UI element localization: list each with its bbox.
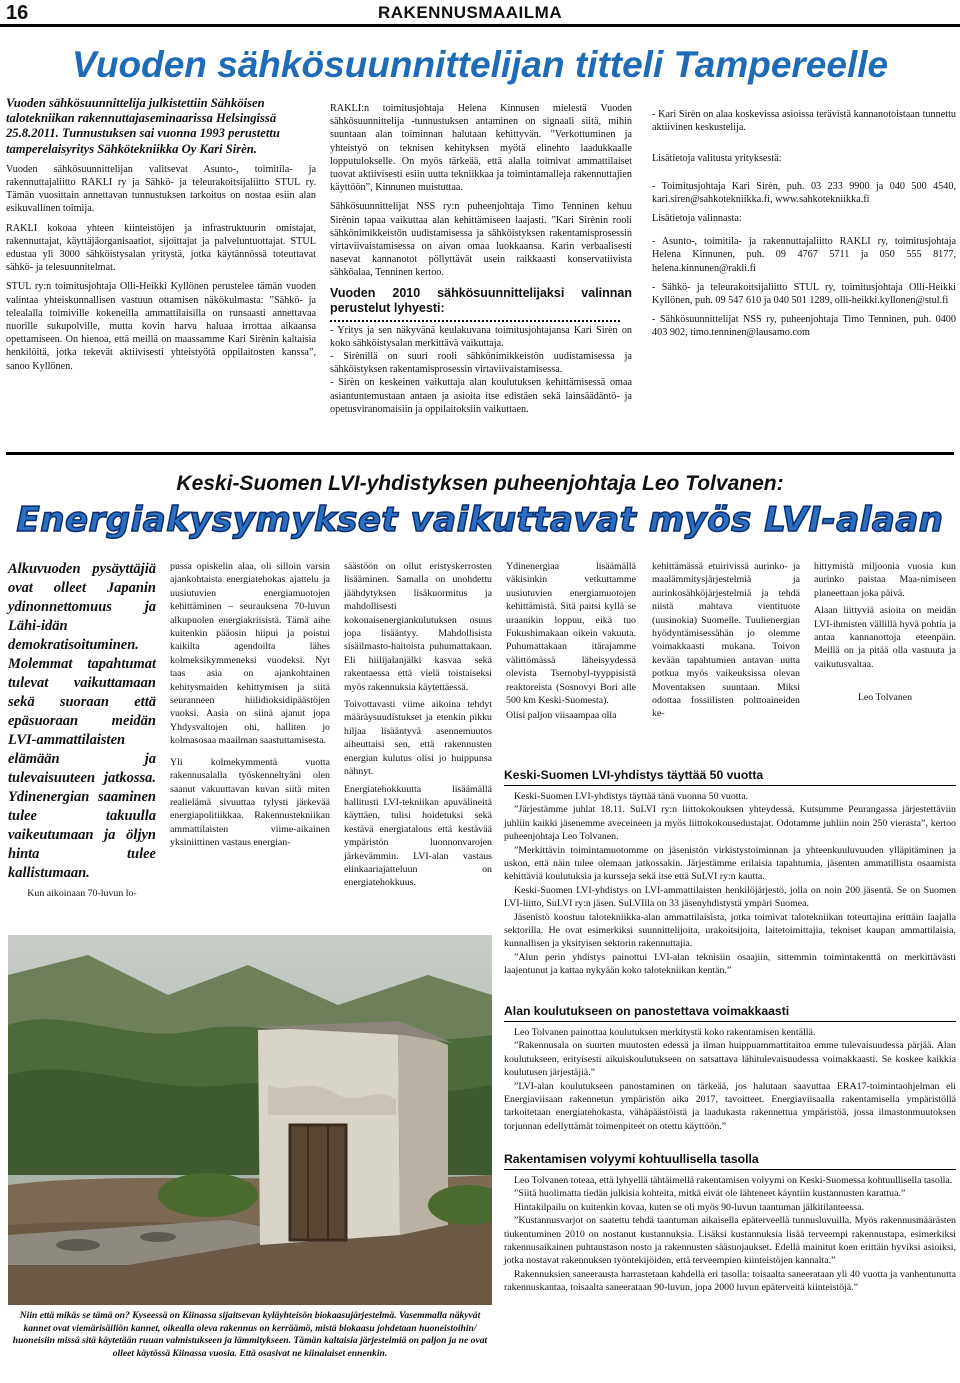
header-rule	[0, 24, 960, 27]
bullet-item: - Sirèn on keskeinen vaikuttaja alan koulutuksen kehittämisessä omaa asiantuntemustaan antaen ja asioita itse edistäen sekä lainsäädäntö- ja opetusviranomaisiin ja oppilaitoksiin vaikuttaen.	[330, 377, 632, 415]
bullet-item: - Kari Sirèn on alaa koskevissa asioissa terävistä kannanotoistaan tunnettu aktiivinen keskustelija.	[652, 109, 956, 134]
paragraph: Ydinenergiaa lisäämällä väkisinkin vetkuttamme uusiutuvien energiamuotojen kehittämistä. Sitä paitsi kyllä se uraanikin loppuu, eikä tuo Fukushimakaan oikein vakuuta. Puhumattakaan itärajamme välittömässä läheisyydessä olevista Tsernobyl-tyyppisistä reaktoreista (Sosnovyi Bori alle 500 km Keski-Suomesta).	[506, 561, 636, 707]
paragraph: Toivottavasti viime aikoina tehdyt määräysuudistukset ja etenkin pikku hiljaa lisääntyvä asennemuutos aiheuttaisi sen, että rakennusten energian kulutus olisi jo huippunsa nähnyt.	[344, 699, 492, 778]
article1-column-1	[6, 96, 316, 379]
info-company: - Toimitusjohtaja Kari Sirèn, puh. 03 233 9900 ja 040 500 4540, kari.siren@sahkotekniikka.fi, www.sahkotekniikka.fi	[652, 180, 956, 205]
article2-column-b	[344, 560, 492, 890]
paragraph: ”Siitä huolimatta tiedän julkisia kohteita, mitkä eivät ole lähteneet käyntiin kustannusten karattua.”	[514, 1188, 906, 1200]
paragraph: ”Alun perin yhdistys painottui LVI-alan teknisiin osaajiin, sittemmin toimintakenttä on merkittävästi laajentunut ja kattaa nykyään koko talotekniikan kentän.”	[504, 951, 956, 977]
magazine-name: RAKENNUSMAAILMA	[378, 3, 563, 22]
factbox-title: Keski-Suomen LVI-yhdistys täyttää 50 vuotta	[504, 768, 956, 786]
paragraph: ”Kustannusvarjot on saatettu tehdä taantuman aikaisella epäterveellä tunnusluvuilla. Myös rakennusmäärästen tiukentuminen 2010 on nostanut kustannuksia. Lisäksi kustannuksia lisää terveempi rakennustapa, esimerkiksi rakennusaikainen puhtaustason nosto ja rakennusten sääsuojaukset. Edellä mainitut koen erittäin hyviksi asioiksi, jotka nostavat rakennuksen työntekijöiden, että terveempien kiinteistöjen kannalta.”	[504, 1215, 956, 1267]
paragraph: RAKLI:n toimitusjohtaja Helena Kinnusen mielestä Vuoden sähkösuunnittelija -tunnustuksen antaminen on signaali siitä, mihin suuntaan alan toiminnan halutaan kehittyvän. ”Verkottuminen ja yhteistyö on teknisen kehityksen myötä elinehto laadukkaalle lopputulokselle. On myös tärkeää, että alalla toimivat ammattilaiset tuovat aktiivisesti esiin uutta tekniikkaa ja toimintamalleja rakennuttajien käyttöön”, Kinnunen muistuttaa.	[330, 103, 632, 194]
paragraph: Jäsenistö koostuu talotekniikka-alan ammattilaisista, jotka toimivat talotekniikan toteuttajina erittäin laajalla sektorilla. He ovat esimerkiksi suunnittelijoita, urakoitsijoita, laitetoimittajia, tekniset kaupan ammattilaisia, kunnallisen ja yksityisen sektorin rakennuttajia.	[504, 911, 956, 950]
factbox-title: Alan koulutukseen on panostettava voimakkaasti	[504, 1004, 956, 1022]
paragraph: Leo Tolvanen painottaa koulutuksen merkitystä koko rakentamisen kentällä.	[514, 1027, 816, 1038]
article1-lead: Vuoden sähkösuunnittelija julkistettiin Sähköisen talotekniikan rakennuttajaseminaarissa Helsingissä 25.8.2011. Tunnustuksen sai vuonna 1993 perustettu tamperelaisyritys Sähkötekniikka Oy Kari Sirèn.	[6, 96, 280, 156]
page-number: 16	[6, 2, 29, 24]
signature: Leo Tolvanen	[857, 692, 913, 704]
bullet-item: - Sirènillä on suuri rooli sähkönimikkeistön uudistamisessa ja sähköistyksen rakentamisprosessin virtaviivaistamisessa.	[330, 351, 632, 376]
paragraph: Sähkösuunnittelijat NSS ry:n puheenjohtaja Timo Tenninen kehuu Sirènin tapaa vaikuttaa alan kehittämiseen laajasti. ”Kari Sirènin rooli sähkönimikkeistön uudistamisessa ja sähköistyksen rakentamisprosessin virtaviivaistamisessa on aivan omaa luokkaansa. Karin verbaalisesti nasevat kannanotot pöllyttävät usein raikkaasti konservatiivista sähköalaa, Tenninen kertoo.	[330, 201, 632, 279]
article1-column-2	[330, 102, 632, 416]
article2-column-c	[506, 560, 636, 723]
paragraph: Keski-Suomen LVI-yhdistys täyttää tänä vuonna 50 vuotta.	[514, 791, 749, 802]
info-selection-label: Lisätietoja valinnasta:	[652, 213, 742, 225]
article2-lead: Alkuvuoden pysäyttäjiä ovat olleet Japanin ydinonnettomuus ja Lähi-idän demokratisoituminen. Molemmat tapahtumat tulevat vaikuttamaan sekä suoraan että epäsuoraan meidän LVI-ammattilaisten elämään ja tulevaisuuteen jatkossa. Ydinenergian saaminen tulee takuulla vaikeutumaan ja öljyn hinta tulee kallistumaan.	[8, 561, 156, 881]
info-selection-item: - Sähkö- ja teleurakoitsijaliitto STUL ry, toimitusjohtaja Olli-Heikki Kyllönen, puh. 09 547 610 ja 040 501 1289, olli-heikki.kyllonen@stul.fi	[652, 281, 956, 307]
info-selection-item: - Sähkösuunnittelijat NSS ry, puheenjohtaja Timo Tenninen, puh. 0400 403 902, timo.tenninen@lausamo.com	[652, 314, 956, 339]
photo-biogas-building	[8, 935, 492, 1305]
paragraph: Vuoden sähkösuunnittelijan valitsevat Asunto-, toimitila- ja rakennuttajaliitto RAKLI ry ja Sähkö- ja teleurakoitsijaliitto STUL ry. Tämän vuosittain annettavan tunnustuksen tarkoitus on nostaa esiin alan esikuvallinen toimija.	[6, 163, 316, 215]
article2-column-a	[170, 560, 330, 850]
paragraph: ”Järjestämme juhlat 18.11. SuLVI ry:n liittokokouksen yhteydessä. Kutsumme Peurangassa järjestettäviin juhliin kaikki jäsenemme aveceineen ja myös liittokokousedustajat. Odotamme juhliin noin 250 vierasta”, kertoo puheenjohtaja Leo Tolvanen.	[504, 804, 956, 843]
factbox-anniversary	[504, 768, 956, 978]
photo-caption: Niin että mikäs se tämä on? Kyseessä on Kiinassa sijaitsevan kyläyhteisön biokaasujärjestelmä. Vasemmalla näkyvät kannet ovat viemärisäiliön kannet, oikealla oleva rakennus on kerräämö, mistä biokaasu johdetaan huoneistoihin/ huoneisiin missä sitä käytetään ruuan valmistukseen ja lämmitykseen. Tämän kaltaisia järjestelmiä on paljon ja ne ovat olleet käytössä Kiinassa vuosia. Että osasivat ne kiinalaiset ennenkin.	[12, 1310, 488, 1359]
dotted-divider	[330, 320, 620, 322]
paragraph: pussa opiskelin alaa, oli silloin varsin ajankohtaista energiatehokas ajattelu ja uusiutuvien energiamuotojen kehittäminen – seurauksena 70-luvun alkupuolen energiakriisistä. Tämä aihe kuitenkin pääosin hiipui ja poistui kaikilta agendoilta lähes kolmeksikymmeneksi vuodeksi. Nyt taas asia on ajankohtainen kehitysmaiden kehittymisen ja siitä seuranneen hiilidioksidipäästöjen vuoksi. Aasia on siinä ajanut jopa Yhdysvaltojen ohi, halliten jo kolmasosaa maailman saastuttamisesta.	[170, 561, 330, 747]
paragraph: STUL ry:n toimitusjohtaja Olli-Heikki Kyllönen perustelee tämän vuoden valintaa yhteiskunnallisen vastuun ottamisen näkökulmasta: ”Sähkö- ja telealalla toimiville kokeneilla ammattilaisilla on runsaasti annettavaa nuorille sukupolville, mutta kovin harva haluaa irrottaa aikaansa opettamiseen. On hienoa, että meillä on maassamme Kari Sirènin kaltaisia henkilöitä, jotka tekevät aktiivisesti yhteistyötä oppilaitosten kanssa”, sanoo Kyllönen.	[6, 281, 316, 372]
factbox-body	[504, 1174, 956, 1295]
photo-illustration	[8, 935, 492, 1305]
article2-kicker: Keski-Suomen LVI-yhdistyksen puheenjohtaja Leo Tolvanen:	[176, 472, 784, 495]
factbox-body	[504, 1026, 956, 1133]
article2-column-d	[652, 560, 800, 721]
article1-subhead: Vuoden 2010 sähkösuunnittelijaksi valinnan perustelut lyhyesti:	[330, 285, 632, 315]
paragraph: kehittämässä etuirivissä aurinko- ja maalämmitysjärjestelmiä ja aurinkosähköjärjestelmiä ja tehdä niistä mahtava vientituote (uusinokia) Suomelle. Tuulienergian hyödyntämisessähän jo olemme voimakkaasti mukana. Toivon kevään tapahtumien antavan uutta potkua myös vaikeuksissa olevan Moventaksen suuntaan. Miksi odottaa fossiilisten polttoaineiden ke-	[652, 561, 800, 720]
article1-headline: Vuoden sähkösuunnittelijan titteli Tampereelle	[71, 44, 889, 85]
factbox-body	[504, 790, 956, 978]
paragraph: säästöön on ollut eristyskerrosten lisääminen. Samalla on unohdettu jäähdytyksen lisäkuormitus ja mahdollisesti kokonaisenergiankulutuksen osuus jopa lisääntyy. Mahdollisista sisäilmasto-haitoista puhumattakaan. Eli hiilijalanjälki kasvaa sekä rakentaessa että vielä toistaiseksi myös rakennuksia käytettäessä.	[344, 561, 492, 693]
article2-column-e	[814, 560, 956, 705]
factbox-education	[504, 1004, 956, 1133]
paragraph: ”Rakennusala on suurten muutosten edessä ja ilman huippuammattitaitoa emme tulevaisuudessa pärjää. Alan koulutukseen, erityisesti aikuiskoulutukseen on satsattava lähitulevaisuudessa voimakkaasti. Se koskee kaikkia koulutusen järjestäjiä.”	[504, 1040, 956, 1079]
paragraph: Alaan liittyviä asioita on meidän LVI-ihmisten vällillä hyvä pohtia ja antaa kannanottoja eteenpäin. Meillä on ja pitää olla vastuuta ja vaikutusvaltaa.	[814, 605, 956, 670]
article2-headline: Energiakysymykset vaikuttavat myös LVI-alaan	[16, 500, 944, 540]
bullet-item: - Yritys ja sen näkyvänä keulakuvana toimitusjohtajansa Kari Sirèn on koko sähköistysalan merkittävä vaikuttaja.	[330, 324, 632, 349]
factbox-title: Rakentamisen volyymi kohtuullisella tasolla	[504, 1152, 956, 1170]
factbox-volume	[504, 1152, 956, 1295]
section-divider	[6, 452, 954, 455]
article1-column-3	[652, 108, 956, 346]
info-selection-item: - Asunto-, toimitila- ja rakennuttajaliitto RAKLI ry, toimitusjohtaja Helena Kinnunen, puh. 09 4767 5711 ja 050 555 8177, helena.kinnunen@rakli.fi	[652, 236, 956, 274]
paragraph: ”Merkittävin toimintamuotomme on jäsenistön virkistystoiminnan ja yhteenkuuluvuuden ylläpitäminen ja uskon, että näin tulee olemaan jatkossakin. Järjestämme erilaisia tapahtumia, jäsenten ammatillista osaamista kehittäviä koulutuksia ja kursseja sekä itse että SuLVI ry:n kautta.	[504, 844, 956, 883]
paragraph: Kun aikoinaan 70-luvun lo-	[27, 888, 137, 899]
paragraph: Yli kolmekymmentä vuotta rakennusalalla työskenneltyäni olen saanut vakuuttavan kuvan siitä miten realielämä sivuuttaa tylysti järkevää energiapolitiikkaa. Rakennustekniikan ammattilaisten viime-aikainen yksiniittinen vastaus energian-	[170, 756, 330, 849]
paragraph: Keski-Suomen LVI-yhdistys on LVI-ammattilaisten henkilöjärjestö, jolla on noin 200 jäsentä. Se on Suomen LVI-liitto, SuLVI ry:n jäsen. SuLVIlla on 33 jäsenyhdistystä ympäri Suomea.	[504, 884, 956, 910]
paragraph: Energiatehokkuutta lisäämällä hallitusti LVI-tekniikan apuvälineitä käyttäen, tulisi hoidetuksi sekä kestävä energiatalous että kestävää ympäristön luonnonvarojen järkevämmin. LVI-alan vastaus elinkaariajatteluun on energiatehokkuus.	[344, 783, 492, 889]
paragraph: Leo Tolvanen toteaa, että lyhyellä tähtäimellä rakentamisen volyymi on Keski-Suomessa kohtuullisella tasolla.	[514, 1175, 953, 1186]
paragraph: Hintakilpailu on kuitenkin kovaa, kuten se oli myös 90-luvun taantuman jälkitilanteessa.	[514, 1201, 864, 1213]
paragraph: Olisi paljon viisaampaa olla	[506, 710, 617, 722]
paragraph: RAKLI kokoaa yhteen kiinteistöjen ja infrastruktuurin omistajat, rakennuttajat, käyttäjäorganisaatiot, sijoittajat ja palveluntuottajat. STUL edustaa yli 3000 sähköistysalan yritystä, jotka käytännössä toteuttavat sähkö- ja telesuunnitelmat.	[6, 222, 316, 274]
paragraph: Rakennuksien saneerausta harrastetaan kahdella eri tasolla: toisaalta saneerataan yli 40 vuotta ja vanhentunutta rakennuskantaa, toisaalta saneerataan 90-luvun, jopa 2000 luvun epäterveitä kiinteistöjä.”	[504, 1268, 956, 1294]
paragraph: ”LVI-alan koulutukseen panostaminen on tärkeää, jos halutaan saavuttaa ERA17-toimintaohjelman eli Energiaviisaan rakennetun ympäristön aika 2017, tavoitteet. Energiaviisaalla rakentamisella ympäristöllä tarkoitetaan energiatehokasta, vähäpäästöistä ja laadukasta rakennettua ympäristöä, jossa ilmastonmuutoksen torjunnan edellyttämät toimenpiteet on otettu käyttöön.”	[504, 1080, 956, 1132]
info-company-label: Lisätietoja valitusta yrityksestä:	[652, 153, 782, 165]
paragraph: hittymistä miljoonia vuosia kun aurinko paistaa Maa-nimiseen planeettaan joka päivä.	[814, 561, 956, 599]
article2-lead-column	[8, 560, 156, 900]
